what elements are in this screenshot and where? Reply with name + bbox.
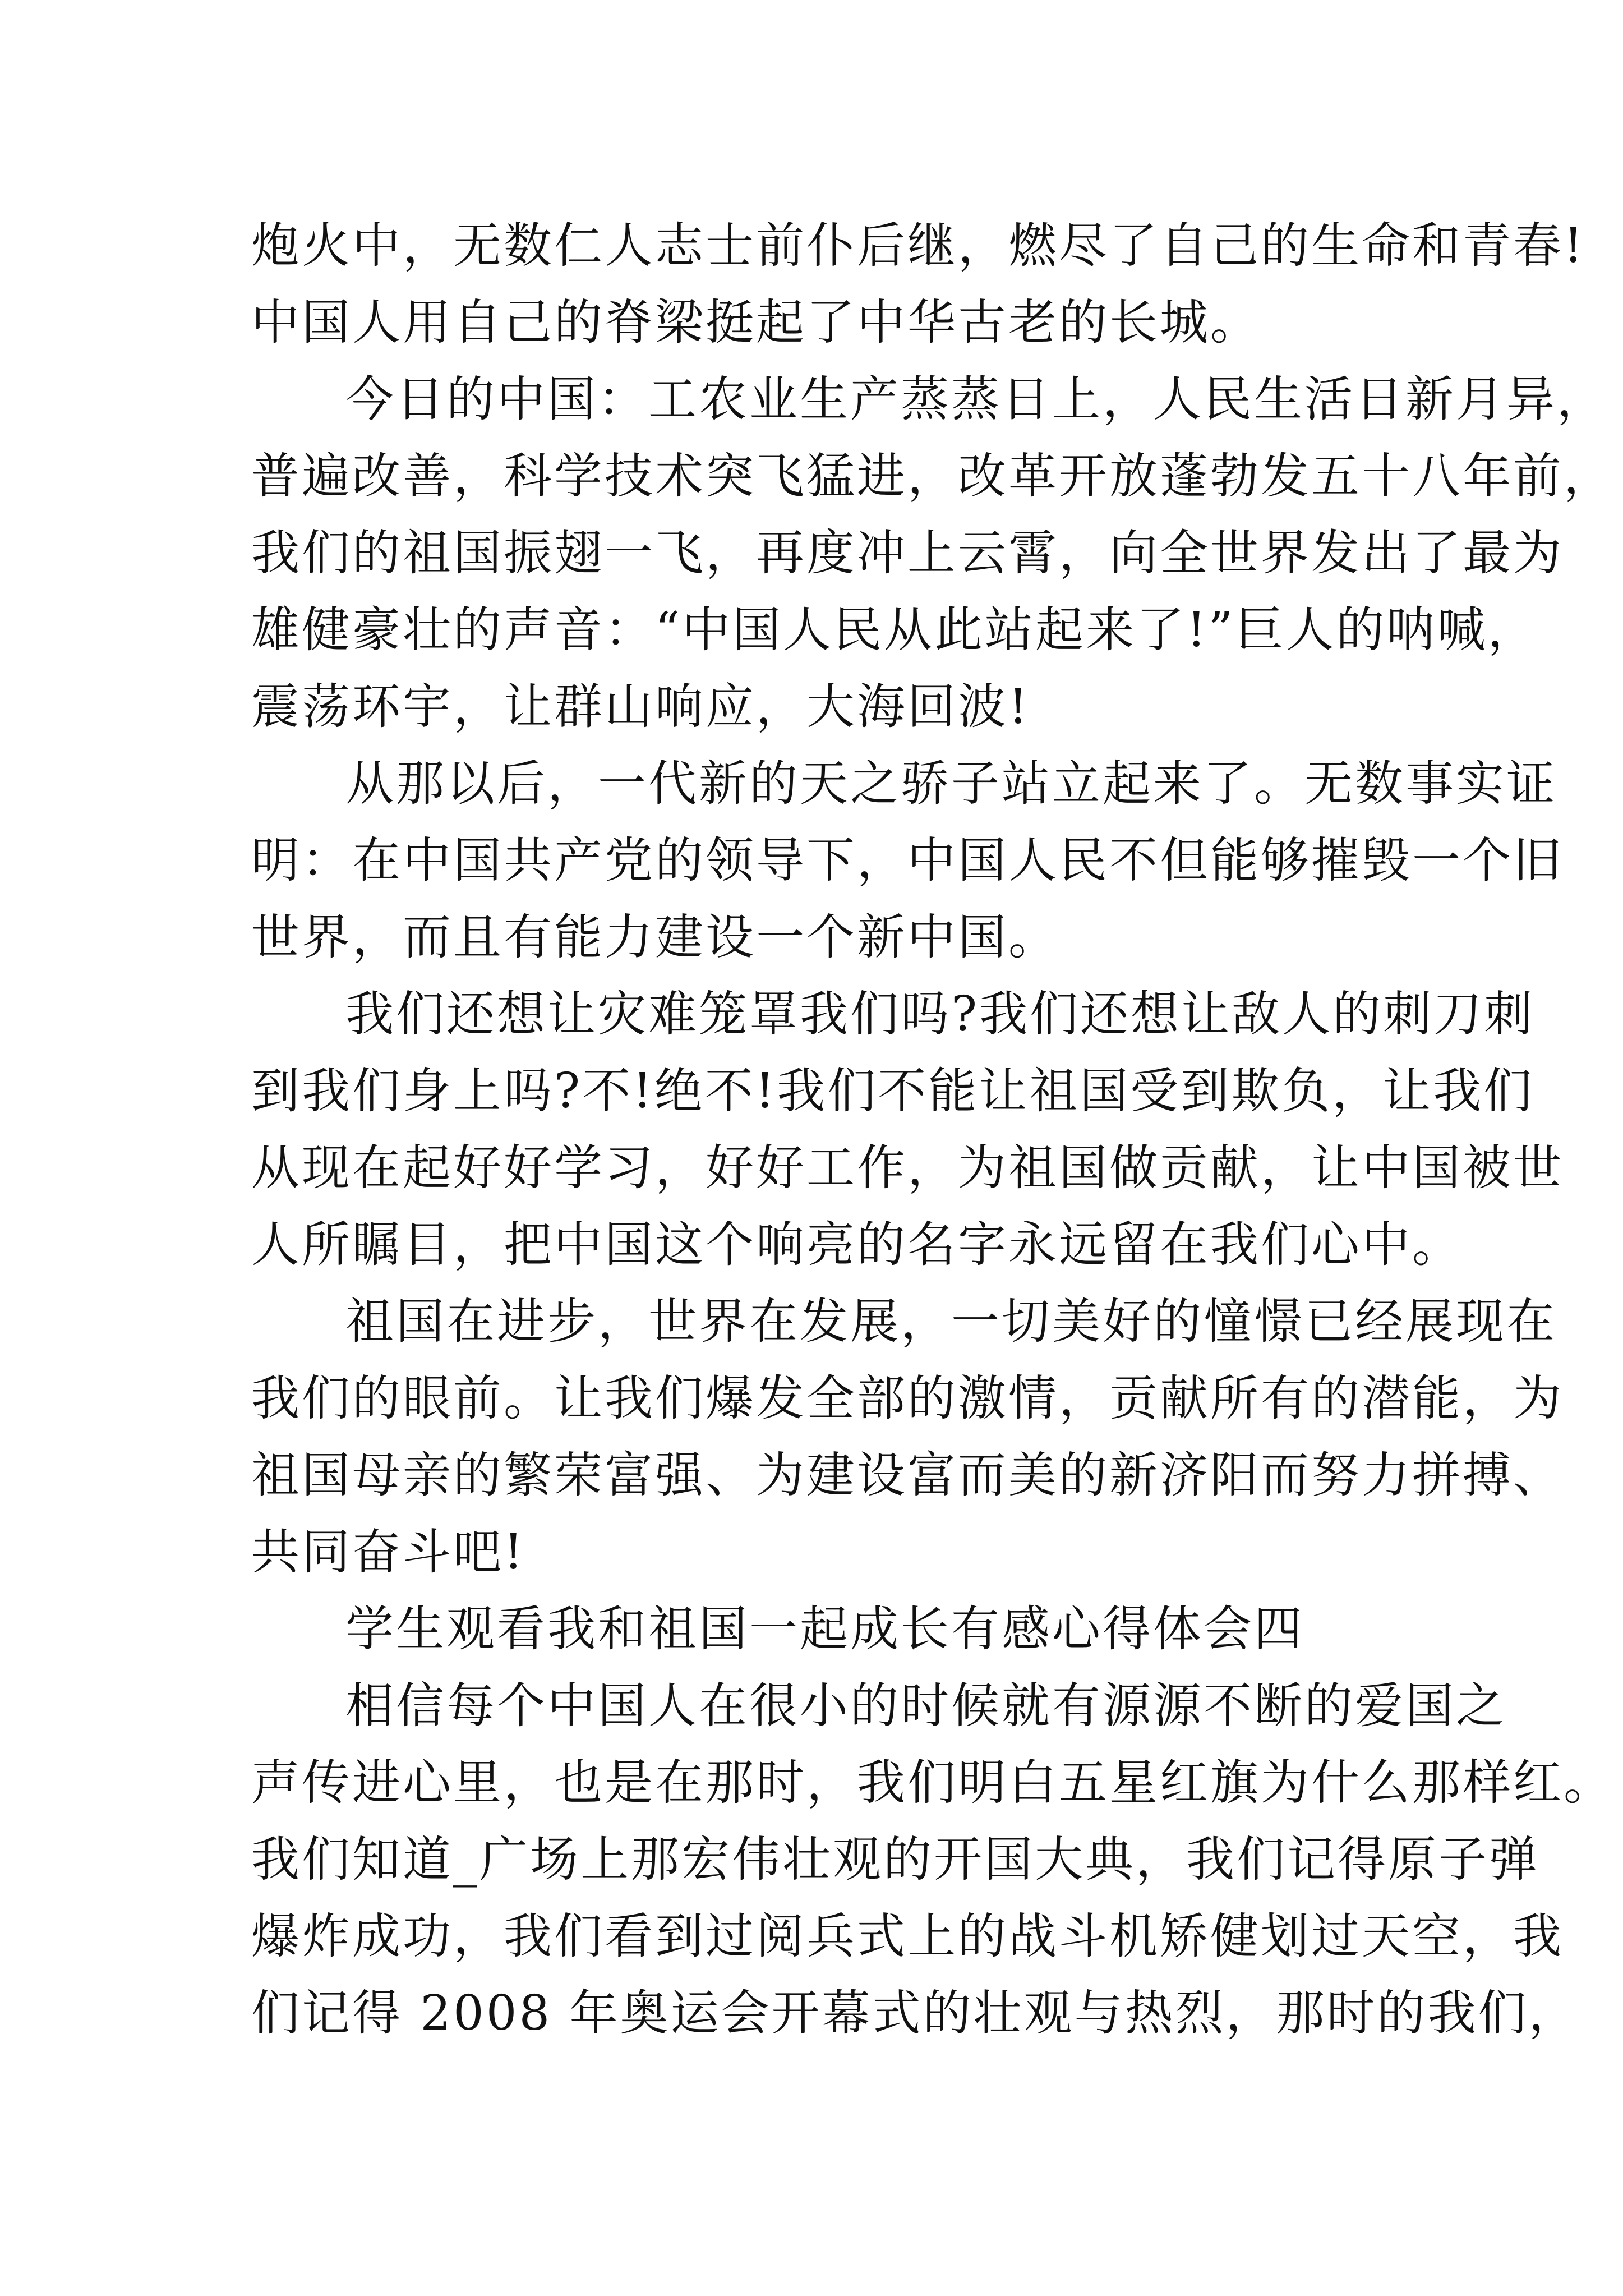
text-line: 我们的祖国振翅一飞，再度冲上云霄，向全世界发出了最为 [251, 525, 1564, 581]
paragraph-start-line: 我们还想让灾难笼罩我们吗?我们还想让敌人的刺刀刺 [345, 986, 1535, 1042]
document-body [251, 208, 1614, 2052]
text-line: 震荡环宇，让群山响应，大海回波! [251, 679, 1030, 735]
text-line: 到我们身上吗?不!绝不!我们不能让祖国受到欺负，让我们 [251, 1063, 1534, 1119]
text-line: 祖国母亲的繁荣富强、为建设富而美的新济阳而努力拼搏、 [251, 1447, 1564, 1503]
text-line: 中国人用自己的脊梁挺起了中华古老的长城。 [251, 295, 1261, 351]
text-line: 爆炸成功，我们看到过阅兵式上的战斗机矫健划过天空，我 [251, 1908, 1564, 1964]
text-line: 我们的眼前。让我们爆发全部的激情，贡献所有的潜能，为 [251, 1370, 1564, 1427]
text-line: 炮火中，无数仁人志士前仆后继，燃尽了自己的生命和青春! [251, 218, 1585, 274]
text-line: 明：在中国共产党的领导下，中国人民不但能够摧毁一个旧 [251, 832, 1564, 889]
section-heading: 学生观看我和祖国一起成长有感心得体会四 [345, 1601, 1304, 1657]
paragraph-start-line: 相信每个中国人在很小的时候就有源源不断的爱国之 [345, 1678, 1506, 1734]
text-line: 世界，而且有能力建设一个新中国。 [251, 909, 1059, 965]
paragraph-start-line: 从那以后，一代新的天之骄子站立起来了。无数事实证 [345, 756, 1557, 812]
text-line: 共同奋斗吧! [251, 1524, 525, 1580]
paragraph-start-line: 今日的中国：工农业生产蒸蒸日上，人民生活日新月异， [345, 371, 1607, 427]
text-line: 声传进心里，也是在那时，我们明白五星红旗为什么那样红。 [251, 1755, 1614, 1811]
text-line: 雄健豪壮的声音：“中国人民从此站起来了!”巨人的呐喊， [251, 602, 1538, 658]
text-line: 普遍改善，科学技术突飞猛进，改革开放蓬勃发五十八年前， [251, 448, 1614, 504]
text-line: 我们知道_广场上那宏伟壮观的开国大典，我们记得原子弹 [251, 1832, 1539, 1888]
text-line: 人所瞩目，把中国这个响亮的名字永远留在我们心中。 [251, 1217, 1463, 1273]
text-line: 们记得 2008 年奥运会开幕式的壮观与热烈，那时的我们， [251, 1985, 1579, 2041]
paragraph-start-line: 祖国在进步，世界在发展，一切美好的憧憬已经展现在 [345, 1294, 1557, 1350]
text-line: 从现在起好好学习，好好工作，为祖国做贡献，让中国被世 [251, 1140, 1564, 1196]
